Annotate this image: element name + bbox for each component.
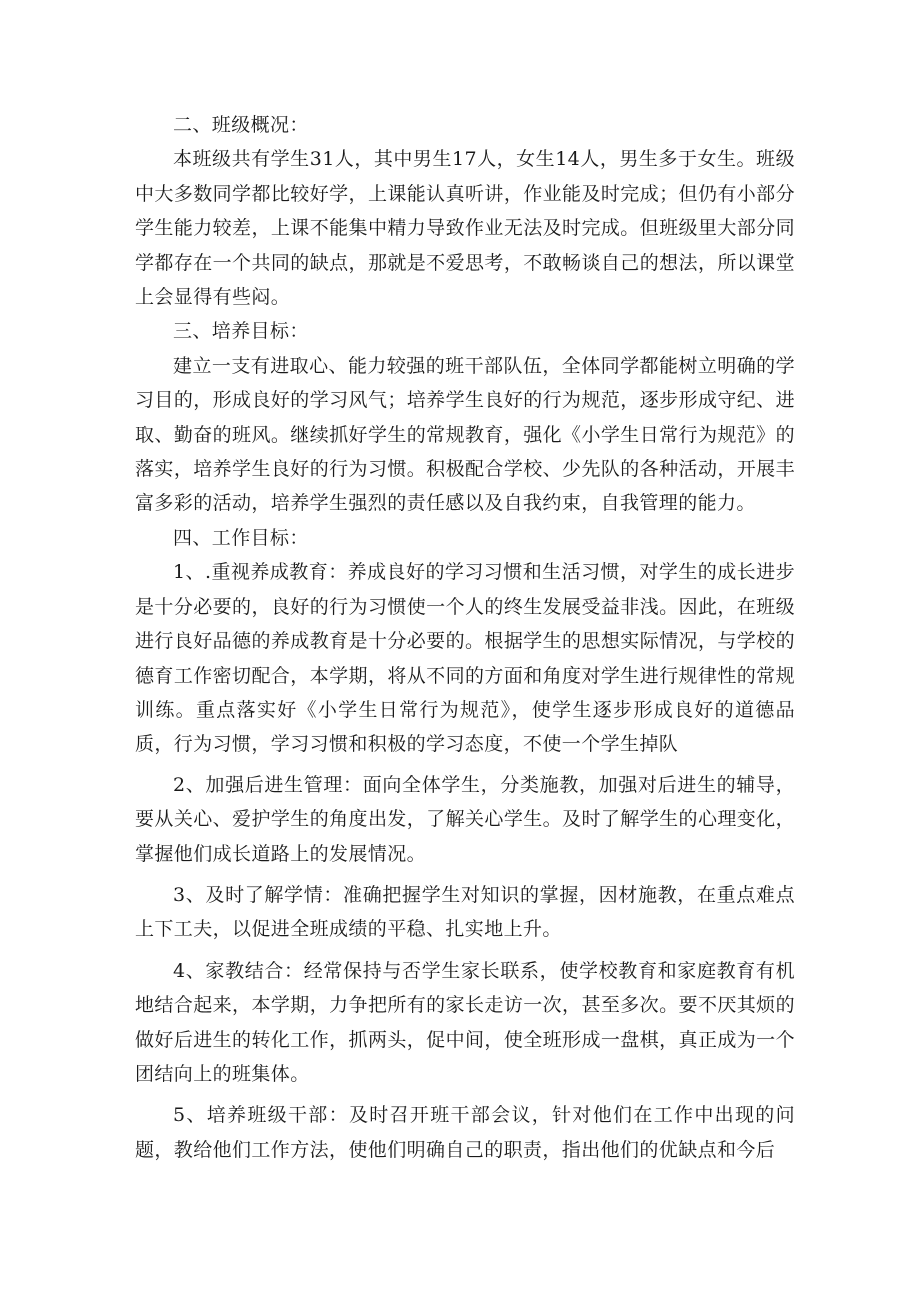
document-body [135, 108, 795, 1167]
section-heading-class-overview: 二、班级概况： [173, 114, 309, 136]
section-heading-training-goals: 三、培养目标： [173, 320, 309, 343]
list-item-work-goal-2: 2、加强后进生管理：面向全体学生，分类施教，加强对后进生的辅导，要从关心、爱护学生的角度出发，了解关心学生。及时了解学生的心理变化，掌握他们成长道路上的发展情况。 [135, 773, 795, 865]
section-heading-work-goals: 四、工作目标： [173, 526, 309, 549]
list-item-work-goal-5: 5、培养班级干部：及时召开班干部会议，针对他们在工作中出现的问题，教给他们工作方法，使他们明确自己的职责，指出他们的优缺点和今后 [135, 1104, 795, 1161]
list-item-work-goal-1: 1、.重视养成教育：养成良好的学习习惯和生活习惯，对学生的成长进步是十分必要的，良好的行为习惯使一个人的终生发展受益非浅。因此，在班级进行良好品德的养成教育是十分必要的。根据学生的思想实际情况，与学校的德育工作密切配合，本学期，将从不同的方面和角度对学生进行规律性的常规训练。重点落实好《小学生日常行为规范》，使学生逐步形成良好的道德品质，行为习惯，学习习惯和积极的学习态度，不使一个学生掉队 [135, 561, 795, 756]
list-item-work-goal-4: 4、家教结合：经常保持与否学生家长联系，使学校教育和家庭教育有机地结合起来，本学期，力争把所有的家长走访一次，甚至多次。要不厌其烦的做好后进生的转化工作，抓两头，促中间，使全班形成一盘棋，真正成为一个团结向上的班集体。 [135, 959, 795, 1085]
paragraph-class-overview: 本班级共有学生31人，其中男生17人，女生14人，男生多于女生。班级中大多数同学都比较好学，上课能认真听讲，作业能及时完成；但仍有小部分学生能力较差，上课不能集中精力导致作业无法及时完成。但班级里大部分同学都存在一个共同的缺点，那就是不爱思考，不敢畅谈自己的想法，所以课堂上会显得有些闷。 [135, 148, 795, 309]
list-item-work-goal-3: 3、及时了解学情：准确把握学生对知识的掌握，因材施教，在重点难点上下工夫，以促进全班成绩的平稳、扎实地上升。 [135, 883, 795, 941]
paragraph-training-goals: 建立一支有进取心、能力较强的班干部队伍，全体同学都能树立明确的学习目的，形成良好的学习风气；培养学生良好的行为规范，逐步形成守纪、进取、勤奋的班风。继续抓好学生的常规教育，强化《小学生日常行为规范》的落实，培养学生良好的行为习惯。积极配合学校、少先队的各种活动，开展丰富多彩的活动，培养学生强烈的责任感以及自我约束，自我管理的能力。 [135, 354, 795, 515]
